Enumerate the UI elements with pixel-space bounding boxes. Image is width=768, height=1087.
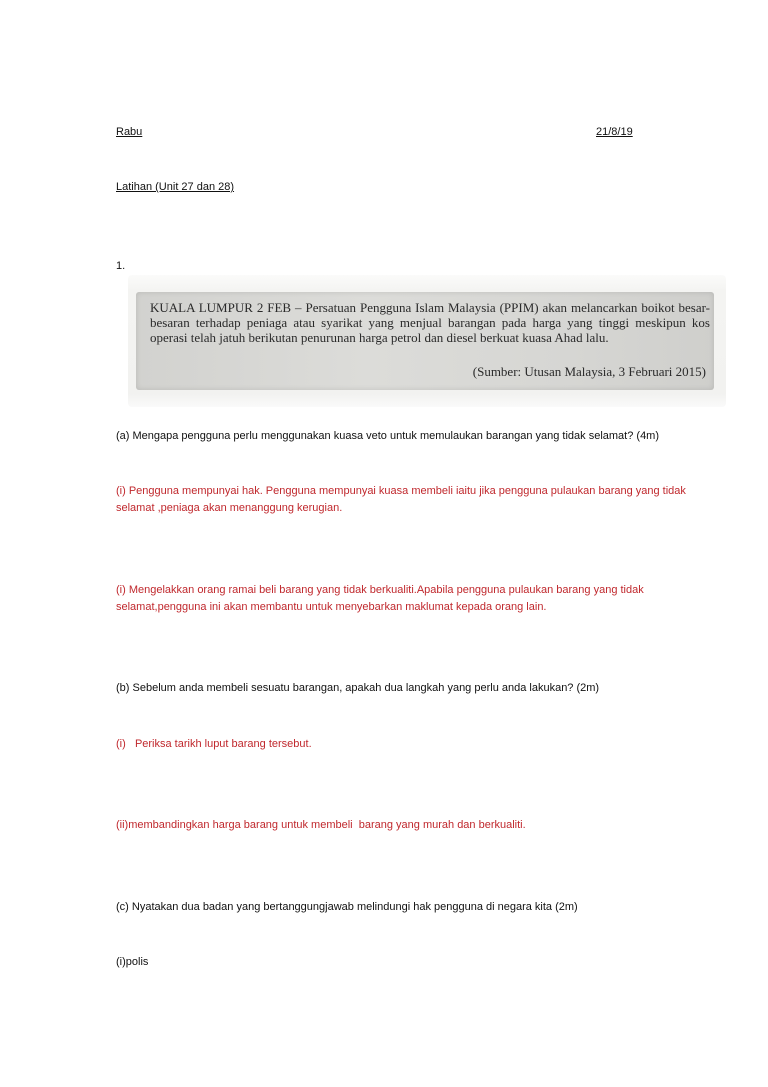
answer-b-2: (ii)membandingkan harga barang untuk membeli barang yang murah dan berkualiti.: [116, 819, 526, 831]
answer-a-1: (i) Pengguna mempunyai hak. Pengguna mempunyai kuasa membeli iaitu jika pengguna pulaukan barang yang tidak selamat ,peniaga akan menanggung kerugian.: [116, 485, 686, 514]
question-a: (a) Mengapa pengguna perlu menggunakan kuasa veto untuk memulaukan barangan yang tidak selamat? (4m): [116, 430, 660, 442]
answer-c-1: (i)polis: [116, 956, 149, 968]
clipping-source: (Sumber: Utusan Malaysia, 3 Februari 2015): [472, 364, 706, 379]
answer-b-1: (i) Periksa tarikh luput barang tersebut.: [116, 738, 312, 750]
newspaper-clipping-image: [128, 275, 726, 407]
question-c: (c) Nyatakan dua badan yang bertanggungjawab melindungi hak pengguna di negara kita (2m): [116, 901, 578, 913]
day-label: Rabu: [116, 126, 143, 138]
date-label: 21/8/19: [596, 126, 633, 138]
question-number: 1.: [116, 260, 126, 272]
answer-a-2: (i) Mengelakkan orang ramai beli barang yang tidak berkualiti.Apabila pengguna pulaukan barang yang tidak selamat,pengguna ini akan membantu untuk menyebarkan maklumat kepada orang lain.: [116, 584, 644, 613]
clipping-body: KUALA LUMPUR 2 FEB – Persatuan Pengguna Islam Malaysia (PPIM) akan melancarkan boikot besar-besaran terhadap peniaga atau syarikat yang menjual barangan pada harga yang tinggi meskipun kos operasi telah jatuh berikutan penurunan harga petrol dan diesel berkuat kuasa Ahad lalu.: [150, 300, 710, 345]
question-b: (b) Sebelum anda membeli sesuatu barangan, apakah dua langkah yang perlu anda lakukan? (2m): [116, 682, 600, 694]
clipping-paper: [136, 292, 714, 390]
exercise-title: Latihan (Unit 27 dan 28): [116, 181, 235, 193]
